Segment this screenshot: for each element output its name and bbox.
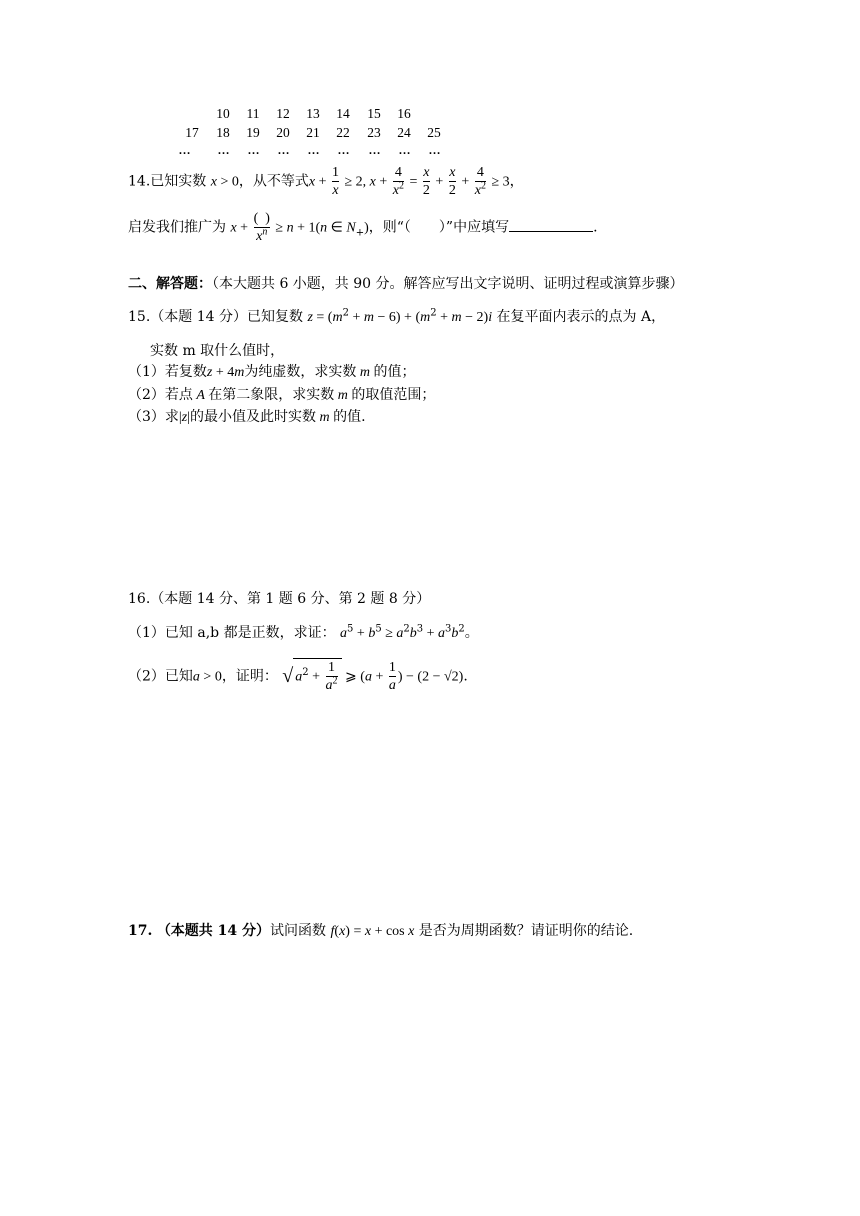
section-note: （本大题共 6 小题，共 90 分。解答应写出文字说明、证明过程或演算步骤）	[212, 276, 684, 292]
grid-cell: 25	[427, 125, 441, 140]
fraction: $\frac{( )}{x^n}$	[253, 211, 270, 244]
q15-part1: （1）若复数z + 4m为纯虚数，求实数 m 的值；	[128, 364, 416, 380]
grid-cell: 20	[276, 125, 290, 140]
radical: $a^2$ + $\frac{1}{a^2}$	[293, 658, 341, 694]
section-heading	[128, 273, 684, 293]
grid-cell: 16	[397, 106, 411, 121]
grid-cell: 14	[336, 106, 350, 121]
grid-cell: 11	[246, 106, 260, 121]
grid-ellipsis: …	[277, 143, 289, 157]
grid-cell: 23	[367, 125, 381, 140]
grid-ellipsis: …	[398, 143, 410, 157]
grid-cell: 19	[246, 125, 260, 140]
grid-ellipsis: …	[428, 143, 440, 157]
grid-cell: 22	[336, 125, 350, 140]
q16-part2: （2）已知a > 0，证明： √ $a^2$ + $\frac{1}{a^2}$ ⩾ (a + $\frac{1}{a}$ ) − (2 − √2).	[128, 660, 468, 693]
section-title: 二、解答题：	[128, 276, 212, 292]
fraction: $\frac{x}{2}$	[422, 165, 430, 198]
q17: 17. （本题共 14 分）试问函数 f(x) = x + cos x 是否为周期函数？请证明你的结论.	[128, 923, 634, 939]
fraction: $\frac{x}{2}$	[448, 165, 456, 198]
q15-line2: 实数 m 取什么值时，	[150, 343, 285, 359]
q16-head: 16.（本题 14 分、第 1 题 6 分、第 2 题 8 分）	[128, 591, 431, 607]
fraction: $\frac{1}{a^2}$	[325, 660, 338, 693]
grid-cell: 12	[276, 106, 290, 121]
grid-ellipsis: …	[178, 143, 190, 157]
grid-ellipsis: …	[217, 143, 229, 157]
q15-part2: （2）若点 A 在第二象限，求实数 m 的取值范围；	[128, 387, 436, 403]
fraction: $\frac{4}{x^2}$	[474, 165, 486, 198]
grid-cell: 21	[306, 125, 320, 140]
q16-part1: （1）已知 a,b 都是正数，求证： $a^5 + b^5 \ge a^2b^3 + a^3b^2$。	[128, 623, 479, 641]
grid-cell: 17	[185, 125, 199, 140]
q14-line1: 14.已知实数 x > 0，从不等式x + $\frac{1}{x}$ ≥ 2, x + $\frac{4}{x^2}$ = $\frac{x}{2}$ + $\frac{x}{2}$ + $\frac{4}{x^2}$ ≥ 3，	[128, 165, 524, 198]
grid-ellipsis: …	[368, 143, 380, 157]
fraction: $\frac{1}{x}$	[331, 165, 339, 198]
q15-part3: （3）求|z|的最小值及此时实数 m 的值.	[128, 409, 366, 425]
answer-blank[interactable]	[509, 219, 593, 232]
grid-cell: 18	[216, 125, 230, 140]
fraction: $\frac{4}{x^2}$	[392, 165, 404, 198]
fraction: $\frac{1}{a}$	[388, 660, 396, 693]
grid-cell: 13	[306, 106, 320, 121]
grid-cell: 15	[367, 106, 381, 121]
grid-cell: 24	[397, 125, 411, 140]
grid-ellipsis: …	[307, 143, 319, 157]
grid-cell: 10	[216, 106, 230, 121]
grid-ellipsis: …	[247, 143, 259, 157]
q14-condition: x	[210, 174, 217, 190]
q14-line2: 启发我们推广为 x + $\frac{( )}{x^n}$ ≥ n + 1(n ∈ $N_+$)，则“（ ）”中应填写 .	[128, 211, 598, 244]
q15-head: 15.（本题 14 分）已知复数 $z = (m^2 + m - 6) + (m^2 + m - 2)i$ 在复平面内表示的点为 A，	[128, 307, 666, 325]
grid-ellipsis: …	[337, 143, 349, 157]
